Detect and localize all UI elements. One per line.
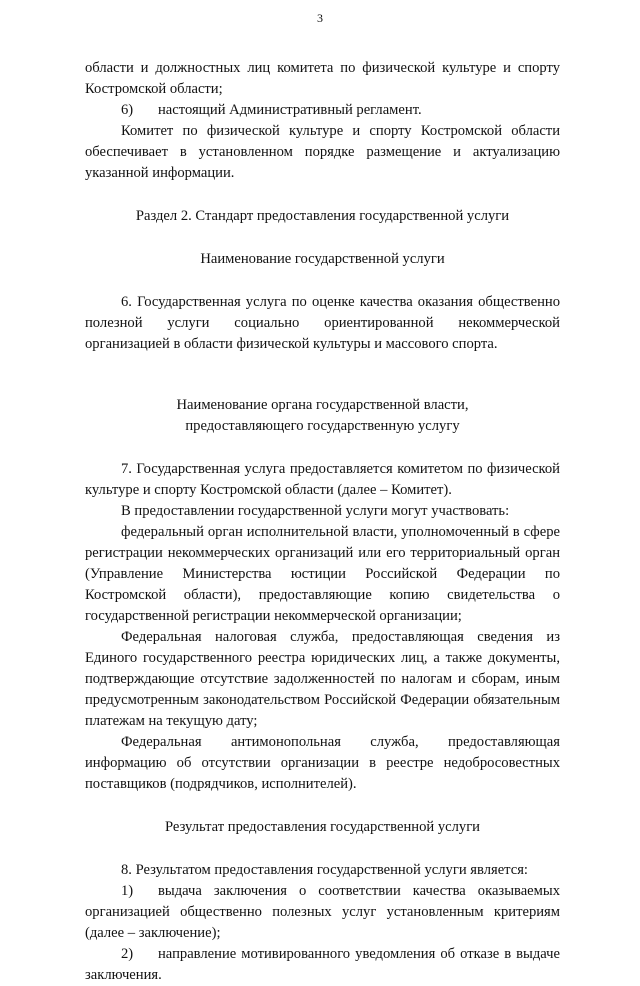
paragraph-7: 7. Государственная услуга предоставляется комитетом по физической культуре и спорту Костромской области (далее – Комитет). [85, 461, 560, 498]
paragraph-participants: В предоставлении государственной услуги могут участвовать: [121, 503, 510, 519]
subsection-heading-authority-line2: предоставляющего государственную услугу [185, 418, 460, 434]
subsection-heading-service-name: Наименование государственной услуги [200, 251, 445, 267]
paragraph-6: 6. Государственная услуга по оценке качества оказания общественно полезной услуги социально ориентированной некоммерческой организацией в области физической культуры и массового спорта. [85, 294, 560, 352]
list-item-text: настоящий Административный регламент. [158, 102, 422, 118]
list-item-6 [85, 100, 560, 121]
list-item-2 [85, 944, 560, 986]
subsection-heading-authority-line1: Наименование органа государственной власти, [176, 397, 469, 413]
paragraph-continuation: области и должностных лиц комитета по физической культуре и спорту Костромской области; [85, 60, 560, 97]
list-item-1 [85, 881, 560, 944]
subsection-heading-result: Результат предоставления государственной услуги [165, 819, 480, 835]
page-body [85, 58, 560, 986]
section-heading: Раздел 2. Стандарт предоставления государственной услуги [135, 208, 510, 224]
list-item-number: 6) [121, 102, 134, 118]
paragraph-8: 8. Результатом предоставления государственной услуги является: [121, 862, 528, 878]
paragraph-info-placement: Комитет по физической культуре и спорту Костромской области обеспечивает в установленном порядке размещение и актуализацию указанной информации. [85, 123, 560, 181]
paragraph-justice-ministry: федеральный орган исполнительной власти, уполномоченный в сфере регистрации некоммерческих организаций или его территориальный орган (Управление Министерства юстиции Российской Федерации по Костромской области), предоставляющие копию свидетельства о государственной регистрации некоммерческой организации; [85, 524, 560, 624]
list-item-number: 2) [121, 946, 134, 962]
list-item-number: 1) [121, 883, 134, 899]
list-item-text: направление мотивированного уведомления об отказе в выдаче заключения. [85, 946, 560, 983]
list-item-text: выдача заключения о соответствии качества оказываемых организацией общественно полезных услуг установленным критериям (далее – заключение); [85, 883, 560, 941]
paragraph-tax-service: Федеральная налоговая служба, предоставляющая сведения из Единого государственного реестра юридических лиц, а также документы, подтверждающие отсутствие задолженностей по налогам и сборам, иным предусмотренным законодательством Российской Федерации обязательным платежам на текущую дату; [85, 629, 560, 729]
page-number: 3 [317, 11, 323, 25]
paragraph-antimonopoly-service: Федеральная антимонопольная служба, предоставляющая информацию об отсутствии организации в реестре недобросовестных поставщиков (подрядчиков, исполнителей). [85, 734, 560, 792]
